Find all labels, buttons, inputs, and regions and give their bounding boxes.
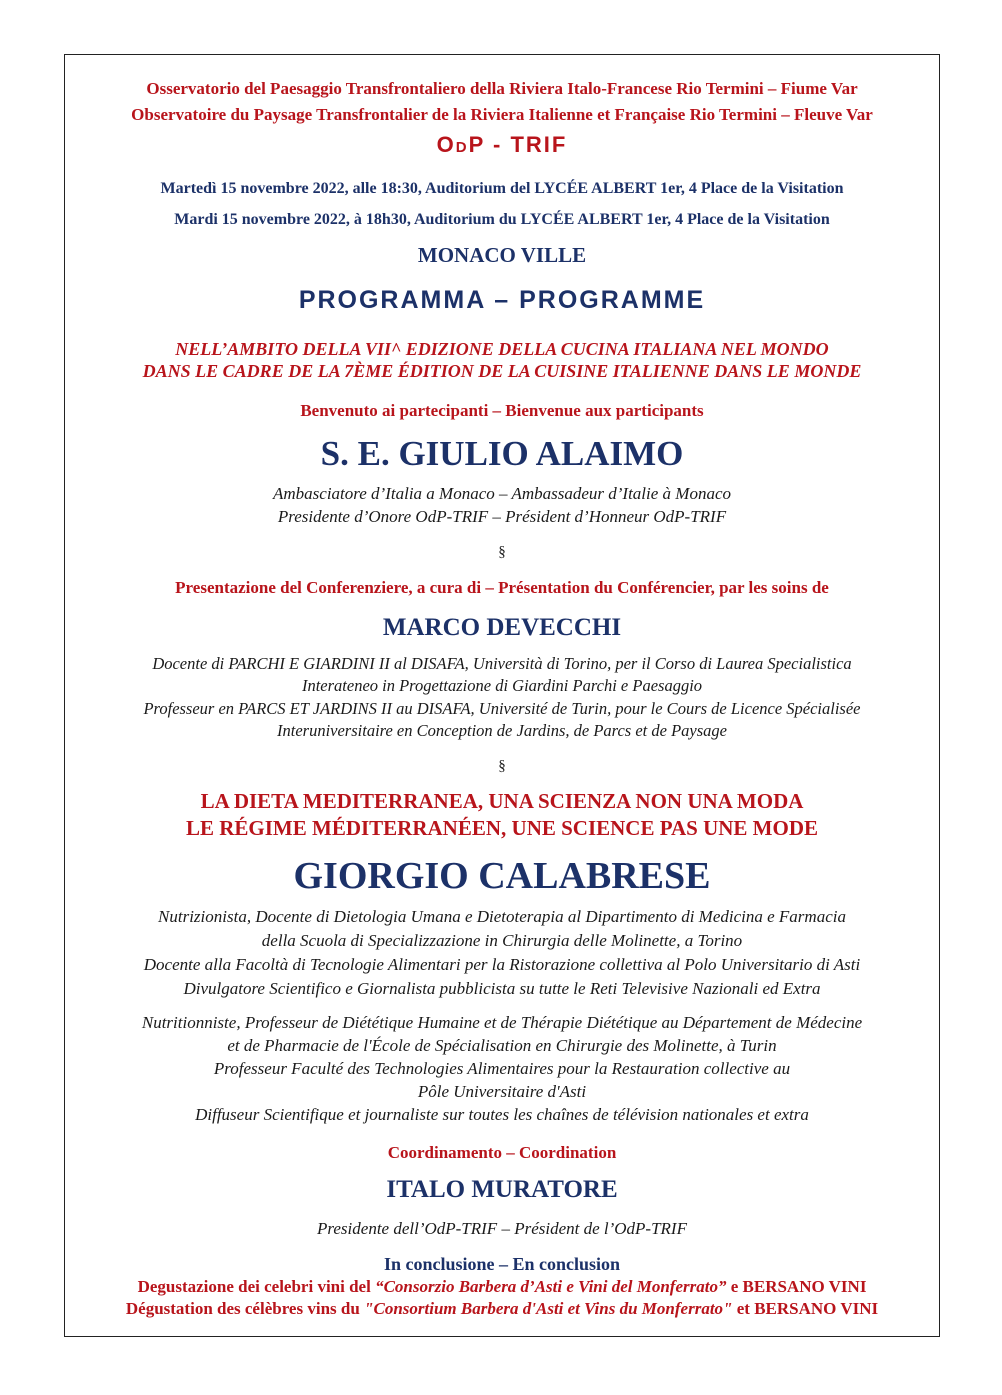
presenter-label: Presentazione del Conferenziere, a cura di – Présentation du Conférencier, par les soins de (175, 578, 829, 597)
speaker-name: GIORGIO CALABRESE (293, 855, 711, 897)
conclusion-label: In conclusione – En conclusion (383, 1254, 621, 1274)
coordinator-role: Presidente dell’OdP-TRIF – Président de l’OdP-TRIF (317, 1219, 687, 1238)
wine-tasting-it (64, 1277, 940, 1297)
wine-tasting-it-prefix: Degustazione dei celebri vini del (137, 1277, 376, 1296)
ambassador-name: S. E. GIULIO ALAIMO (320, 434, 684, 473)
speaker-bio-fr-line: Diffuseur Scientifique et journaliste sur toutes les chaînes de télévision nationales et extra (195, 1105, 809, 1124)
wine-tasting-fr-prefix: Dégustation des célèbres vins du (125, 1299, 365, 1318)
speaker-bio-it-line: Nutrizionista, Docente di Dietologia Umana e Dietoterapia al Dipartimento di Medicina e Farmacia (158, 907, 846, 926)
speaker-bio-fr-line: Professeur Faculté des Technologies Alimentaires pour la Restauration collective au (213, 1059, 791, 1078)
coordination-label: Coordinamento – Coordination (387, 1143, 617, 1162)
lecture-title-fr: LE RÉGIME MÉDITERRANÉEN, UNE SCIENCE PAS UNE MODE (185, 816, 819, 840)
speaker-bio-it-line: Divulgatore Scientifico e Giornalista pubblicista su tutte le Reti Televisive Nazionali ed Extra (183, 979, 821, 998)
presenter-bio-line: Interuniversitaire en Conception de Jardins, de Parcs et de Paysage (277, 721, 727, 740)
speaker-bio-fr-line: et de Pharmacie de l'École de Spécialisation en Chirurgie des Molinette, à Turin (227, 1036, 777, 1055)
coordinator-name: ITALO MURATORE (386, 1176, 618, 1203)
observatory-name-fr: Observatoire du Paysage Transfrontalier de la Riviera Italienne et Française Rio Termini – Fleuve Var (131, 105, 873, 124)
wine-tasting-fr-suffix: et BERSANO VINI (732, 1299, 879, 1318)
speaker-bio-fr-line: Nutritionniste, Professeur de Diététique Humaine et de Thérapie Diététique au Département de Médecine (141, 1013, 863, 1032)
welcome-label: Benvenuto ai partecipanti – Bienvenue aux participants (300, 401, 704, 420)
speaker-bio-it-line: della Scuola di Specializzazione in Chirurgia delle Molinette, a Torino (261, 931, 743, 950)
consortium-name-fr: "Consortium Barbera d'Asti et Vins du Monferrato" (364, 1299, 733, 1318)
presenter-bio-line: Interateneo in Progettazione di Giardini Parchi e Paesaggio (301, 676, 703, 695)
context-fr: DANS LE CADRE DE LA 7ÈME ÉDITION DE LA CUISINE ITALIENNE DANS LE MONDE (142, 361, 862, 381)
ambassador-role-1: Ambasciatore d’Italia a Monaco – Ambassadeur d’Italie à Monaco (273, 484, 731, 503)
lecture-title-it: LA DIETA MEDITERRANEA, UNA SCIENZA NON UNA MODA (200, 789, 804, 813)
presenter-name: MARCO DEVECCHI (382, 614, 622, 641)
wine-tasting-fr (64, 1299, 940, 1319)
programme-title: PROGRAMMA – PROGRAMME (298, 286, 706, 314)
section-separator: § (498, 544, 506, 560)
context-it: NELL’AMBITO DELLA VII^ EDIZIONE DELLA CUCINA ITALIANA NEL MONDO (175, 339, 829, 359)
observatory-name-it: Osservatorio del Paesaggio Transfrontaliero della Riviera Italo-Francese Rio Termini – Fiume Var (146, 79, 858, 98)
ambassador-role-2: Presidente d’Onore OdP-TRIF – Président d’Honneur OdP-TRIF (277, 507, 727, 526)
speaker-bio-fr-line: Pôle Universitaire d'Asti (417, 1082, 587, 1101)
wine-tasting-it-suffix: e BERSANO VINI (726, 1277, 867, 1296)
event-date-fr: Mardi 15 novembre 2022, à 18h30, Auditorium du LYCÉE ALBERT 1er, 4 Place de la Visitation (174, 211, 830, 228)
section-separator: § (498, 758, 506, 774)
presenter-bio-line: Professeur en PARCS ET JARDINS II au DISAFA, Université de Turin, pour le Cours de Licence Spécialisée (143, 699, 861, 718)
consortium-name-it: “Consorzio Barbera d’Asti e Vini del Monferrato” (375, 1277, 727, 1296)
event-date-it: Martedì 15 novembre 2022, alle 18:30, Auditorium del LYCÉE ALBERT 1er, 4 Place de la Visitation (160, 180, 844, 197)
presenter-bio-line: Docente di PARCHI E GIARDINI II al DISAFA, Università di Torino, per il Corso di Laurea Specialistica (152, 654, 852, 673)
acronym-title: OdP - TRIF (436, 132, 568, 157)
speaker-bio-it-line: Docente alla Facoltà di Tecnologie Alimentari per la Ristorazione collettiva al Polo Universitario di Asti (143, 955, 861, 974)
event-place: MONACO VILLE (417, 243, 587, 267)
